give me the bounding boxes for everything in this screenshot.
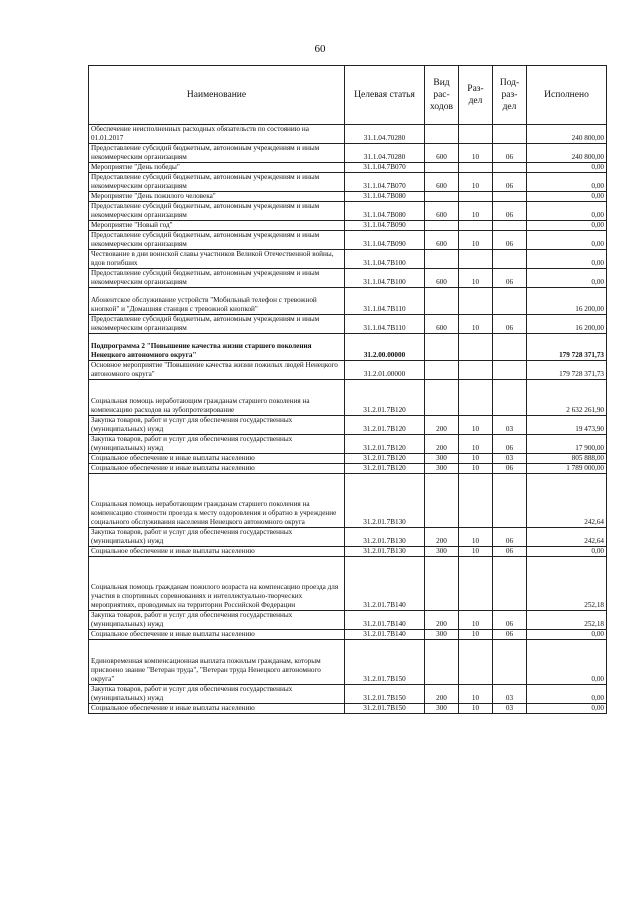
cell-section	[459, 380, 493, 416]
budget-table	[88, 65, 607, 714]
cell-target-code: 31.2.01.7В150	[345, 640, 425, 685]
table-row	[89, 630, 607, 640]
cell-target-code: 31.2.01.7В120	[345, 454, 425, 464]
cell-target-code: 31.1.04.7В100	[345, 250, 425, 269]
cell-name: Предоставление субсидий бюджетным, автономным учреждениям и иным некоммерческим организациям	[89, 202, 345, 221]
cell-expense-type	[425, 221, 459, 231]
table-row	[89, 315, 607, 334]
cell-executed: 0,00	[527, 630, 607, 640]
cell-name: Закупка товаров, работ и услуг для обеспечения государственных (муниципальных) нужд	[89, 611, 345, 630]
table-row	[89, 435, 607, 454]
table-row	[89, 173, 607, 192]
cell-section: 10	[459, 144, 493, 163]
header-type-line: ходов	[430, 102, 453, 112]
cell-expense-type: 200	[425, 528, 459, 547]
cell-subsection	[493, 334, 527, 361]
cell-section	[459, 334, 493, 361]
cell-target-code: 31.2.01.7В150	[345, 685, 425, 704]
cell-name: Социальное обеспечение и иные выплаты населению	[89, 704, 345, 714]
cell-expense-type: 300	[425, 547, 459, 557]
cell-expense-type: 300	[425, 454, 459, 464]
cell-subsection: 06	[493, 173, 527, 192]
cell-name: Предоставление субсидий бюджетным, автономным учреждениям и иным некоммерческим организациям	[89, 269, 345, 288]
cell-section	[459, 361, 493, 380]
cell-executed: 0,00	[527, 547, 607, 557]
cell-name: Предоставление субсидий бюджетным, автономным учреждениям и иным некоммерческим организациям	[89, 173, 345, 192]
table-row	[89, 528, 607, 547]
cell-target-code: 31.2.01.7В140	[345, 611, 425, 630]
header-section	[459, 66, 493, 125]
cell-executed: 0,00	[527, 221, 607, 231]
cell-section: 10	[459, 202, 493, 221]
cell-subsection: 06	[493, 202, 527, 221]
cell-target-code: 31.2.01.7В130	[345, 474, 425, 528]
cell-expense-type	[425, 125, 459, 144]
cell-executed: 1 789 000,00	[527, 464, 607, 474]
cell-section: 10	[459, 704, 493, 714]
cell-expense-type: 600	[425, 144, 459, 163]
cell-section: 10	[459, 315, 493, 334]
cell-subsection	[493, 380, 527, 416]
cell-subsection: 06	[493, 547, 527, 557]
cell-executed: 0,00	[527, 250, 607, 269]
table-row	[89, 685, 607, 704]
cell-subsection: 06	[493, 315, 527, 334]
cell-executed: 19 473,90	[527, 416, 607, 435]
table-row	[89, 547, 607, 557]
cell-executed: 252,18	[527, 557, 607, 611]
cell-expense-type: 600	[425, 202, 459, 221]
cell-executed: 2 632 261,90	[527, 380, 607, 416]
table-row	[89, 416, 607, 435]
cell-executed: 242,64	[527, 474, 607, 528]
cell-executed: 16 200,00	[527, 315, 607, 334]
cell-name: Закупка товаров, работ и услуг для обеспечения государственных (муниципальных) нужд	[89, 416, 345, 435]
cell-expense-type: 300	[425, 464, 459, 474]
cell-name: Социальное обеспечение и иные выплаты населению	[89, 464, 345, 474]
cell-subsection	[493, 250, 527, 269]
cell-expense-type: 600	[425, 315, 459, 334]
cell-executed: 240 800,00	[527, 144, 607, 163]
table-row	[89, 125, 607, 144]
cell-expense-type: 300	[425, 630, 459, 640]
cell-subsection: 03	[493, 454, 527, 464]
cell-executed: 252,18	[527, 611, 607, 630]
cell-target-code: 31.2.01.7В120	[345, 380, 425, 416]
cell-name: Предоставление субсидий бюджетным, автономным учреждениям и иным некоммерческим организациям	[89, 231, 345, 250]
header-subsection	[493, 66, 527, 125]
cell-section	[459, 192, 493, 202]
cell-executed: 0,00	[527, 163, 607, 173]
table-row	[89, 704, 607, 714]
cell-subsection: 06	[493, 611, 527, 630]
cell-name: Основное мероприятие "Повышение качества жизни пожилых людей Ненецкого автономного округа"	[89, 361, 345, 380]
cell-target-code: 31.2.01.7В120	[345, 435, 425, 454]
cell-subsection	[493, 640, 527, 685]
header-section-line: дел	[468, 96, 483, 106]
header-executed: Исполнено	[527, 66, 607, 125]
cell-section	[459, 557, 493, 611]
cell-target-code: 31.1.04.7В090	[345, 221, 425, 231]
header-subsection-line: Под-	[499, 78, 520, 88]
cell-section	[459, 163, 493, 173]
cell-subsection: 06	[493, 269, 527, 288]
table-row	[89, 288, 607, 315]
table-row	[89, 380, 607, 416]
cell-section: 10	[459, 611, 493, 630]
cell-target-code: 31.2.00.00000	[345, 334, 425, 361]
cell-target-code: 31.1.04.7В110	[345, 288, 425, 315]
header-subsection-line: раз-	[501, 90, 518, 100]
table-body	[89, 125, 607, 714]
cell-expense-type: 600	[425, 269, 459, 288]
cell-executed: 179 728 371,73	[527, 361, 607, 380]
cell-target-code: 31.2.01.7В130	[345, 528, 425, 547]
cell-expense-type: 200	[425, 416, 459, 435]
table-row	[89, 144, 607, 163]
cell-subsection: 06	[493, 231, 527, 250]
cell-section: 10	[459, 528, 493, 547]
cell-target-code: 31.1.04.7В090	[345, 231, 425, 250]
table-row	[89, 163, 607, 173]
cell-target-code: 31.2.01.7В140	[345, 557, 425, 611]
cell-subsection	[493, 361, 527, 380]
cell-section	[459, 250, 493, 269]
cell-executed: 17 900,00	[527, 435, 607, 454]
cell-section: 10	[459, 464, 493, 474]
cell-section: 10	[459, 416, 493, 435]
cell-executed: 0,00	[527, 685, 607, 704]
cell-name: Социальная помощь неработающим гражданам старшего поколения на компенсацию стоимости проезда к месту оздоровления и обратно в учреждение социального обслуживания населения Ненецкого автономного округа	[89, 474, 345, 528]
table-row	[89, 221, 607, 231]
cell-target-code: 31.2.01.7В120	[345, 464, 425, 474]
cell-name: Предоставление субсидий бюджетным, автономным учреждениям и иным некоммерческим организациям	[89, 315, 345, 334]
cell-target-code: 31.1.04.7В070	[345, 173, 425, 192]
table-row	[89, 611, 607, 630]
cell-name: Единовременная компенсационная выплата пожилым гражданам, которым присвоено звание "Ветеран труда", "Ветеран труда Ненецкого автономного округа"	[89, 640, 345, 685]
table-row	[89, 202, 607, 221]
cell-executed: 0,00	[527, 704, 607, 714]
cell-target-code: 31.1.04.7В070	[345, 163, 425, 173]
table-row	[89, 231, 607, 250]
cell-subsection	[493, 221, 527, 231]
cell-subsection	[493, 474, 527, 528]
cell-expense-type: 600	[425, 173, 459, 192]
cell-subsection	[493, 125, 527, 144]
cell-section: 10	[459, 269, 493, 288]
cell-name: Абонентское обслуживание устройств "Мобильный телефон с тревожной кнопкой" и "Домашняя станция с тревожной кнопкой"	[89, 288, 345, 315]
cell-expense-type	[425, 640, 459, 685]
cell-expense-type: 300	[425, 704, 459, 714]
cell-name: Подпрограмма 2 "Повышение качества жизни старшего поколения Ненецкого автономного округа"	[89, 334, 345, 361]
cell-name: Социальная помощь неработающим гражданам старшего поколения на компенсацию расходов на зубопротезирование	[89, 380, 345, 416]
cell-section: 10	[459, 630, 493, 640]
table-row	[89, 269, 607, 288]
cell-subsection	[493, 192, 527, 202]
table-row	[89, 474, 607, 528]
cell-executed: 0,00	[527, 202, 607, 221]
cell-target-code: 31.2.01.7В120	[345, 416, 425, 435]
cell-target-code: 31.1.04.7В080	[345, 192, 425, 202]
cell-executed: 0,00	[527, 640, 607, 685]
cell-target-code: 31.2.01.7В150	[345, 704, 425, 714]
cell-section	[459, 640, 493, 685]
cell-section	[459, 288, 493, 315]
cell-section	[459, 474, 493, 528]
cell-expense-type	[425, 380, 459, 416]
header-subsection-line: дел	[502, 102, 517, 112]
cell-section: 10	[459, 435, 493, 454]
cell-subsection: 06	[493, 528, 527, 547]
table-row	[89, 250, 607, 269]
cell-subsection	[493, 288, 527, 315]
cell-subsection: 06	[493, 464, 527, 474]
cell-section: 10	[459, 685, 493, 704]
cell-executed: 805 888,00	[527, 454, 607, 464]
cell-name: Закупка товаров, работ и услуг для обеспечения государственных (муниципальных) нужд	[89, 685, 345, 704]
cell-target-code: 31.1.04.7В080	[345, 202, 425, 221]
cell-expense-type	[425, 288, 459, 315]
cell-subsection: 06	[493, 435, 527, 454]
table-row	[89, 557, 607, 611]
cell-expense-type	[425, 192, 459, 202]
cell-subsection: 03	[493, 416, 527, 435]
cell-name: Социальное обеспечение и иные выплаты населению	[89, 547, 345, 557]
cell-name: Мероприятие "День победы"	[89, 163, 345, 173]
table-row	[89, 334, 607, 361]
cell-executed: 242,64	[527, 528, 607, 547]
cell-name: Обеспечение неисполненных расходных обязательств по состоянию на 01.01.2017	[89, 125, 345, 144]
cell-name: Социальная помощь гражданам пожилого возраста на компенсацию проезда для участия в спортивных соревнованиях и интеллектуально-творческих мероприятиях, проводимых на территории Российской Федерации	[89, 557, 345, 611]
cell-subsection	[493, 557, 527, 611]
cell-subsection	[493, 163, 527, 173]
cell-target-code: 31.1.04.70280	[345, 144, 425, 163]
cell-expense-type	[425, 557, 459, 611]
table-row	[89, 361, 607, 380]
cell-expense-type: 200	[425, 435, 459, 454]
cell-executed: 16 200,00	[527, 288, 607, 315]
table-row	[89, 464, 607, 474]
cell-name: Закупка товаров, работ и услуг для обеспечения государственных (муниципальных) нужд	[89, 528, 345, 547]
cell-section	[459, 125, 493, 144]
cell-target-code: 31.1.04.7В110	[345, 315, 425, 334]
page-number: 60	[314, 43, 326, 55]
header-code: Целевая статья	[345, 66, 425, 125]
header-section-line: Раз-	[467, 84, 484, 94]
cell-executed: 179 728 371,73	[527, 334, 607, 361]
cell-executed: 0,00	[527, 269, 607, 288]
cell-executed: 0,00	[527, 173, 607, 192]
cell-name: Предоставление субсидий бюджетным, автономным учреждениям и иным некоммерческим организациям	[89, 144, 345, 163]
cell-name: Социальное обеспечение и иные выплаты населению	[89, 630, 345, 640]
table-row	[89, 454, 607, 464]
cell-target-code: 31.1.04.7В100	[345, 269, 425, 288]
cell-expense-type	[425, 163, 459, 173]
cell-executed: 240 800,00	[527, 125, 607, 144]
header-type-line: рас-	[433, 90, 450, 100]
header-type	[425, 66, 459, 125]
cell-executed: 0,00	[527, 231, 607, 250]
cell-name: Мероприятие "День пожилого человека"	[89, 192, 345, 202]
cell-target-code: 31.1.04.70280	[345, 125, 425, 144]
cell-section: 10	[459, 454, 493, 464]
header-type-line: Вид	[433, 78, 450, 88]
cell-subsection: 06	[493, 630, 527, 640]
cell-section	[459, 221, 493, 231]
cell-name: Закупка товаров, работ и услуг для обеспечения государственных (муниципальных) нужд	[89, 435, 345, 454]
cell-subsection: 03	[493, 704, 527, 714]
cell-section: 10	[459, 547, 493, 557]
cell-expense-type: 600	[425, 231, 459, 250]
table-row	[89, 640, 607, 685]
cell-section: 10	[459, 231, 493, 250]
cell-expense-type	[425, 334, 459, 361]
table-header-row	[89, 66, 607, 125]
cell-name: Социальное обеспечение и иные выплаты населению	[89, 454, 345, 464]
cell-section: 10	[459, 173, 493, 192]
header-name: Наименование	[89, 66, 345, 125]
cell-executed: 0,00	[527, 192, 607, 202]
cell-target-code: 31.2.01.7В130	[345, 547, 425, 557]
cell-subsection: 06	[493, 144, 527, 163]
cell-expense-type	[425, 250, 459, 269]
cell-expense-type: 200	[425, 611, 459, 630]
cell-target-code: 31.2.01.7В140	[345, 630, 425, 640]
cell-expense-type	[425, 361, 459, 380]
cell-target-code: 31.2.01.00000	[345, 361, 425, 380]
cell-name: Чествование в дни воинской славы участников Великой Отечественной войны, вдов погибших	[89, 250, 345, 269]
cell-subsection: 03	[493, 685, 527, 704]
cell-expense-type	[425, 474, 459, 528]
cell-name: Мероприятие "Новый год"	[89, 221, 345, 231]
table-row	[89, 192, 607, 202]
cell-expense-type: 200	[425, 685, 459, 704]
